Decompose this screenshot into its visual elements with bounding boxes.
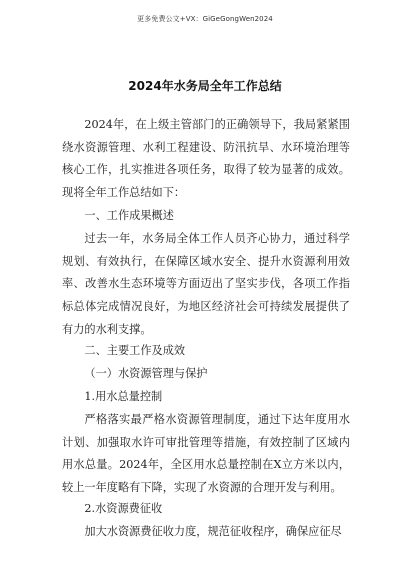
section2-heading-block bbox=[62, 340, 350, 363]
subsection1-heading: （一）水资源管理与保护 bbox=[84, 367, 208, 380]
section1-paragraph bbox=[62, 228, 350, 342]
intro-paragraph bbox=[62, 114, 350, 205]
document-title: 2024年水务局全年工作总结 bbox=[128, 79, 282, 93]
item2-heading: 2.水资源费征收 bbox=[84, 502, 163, 515]
item1-heading-block bbox=[62, 386, 350, 409]
subsection1-heading-block bbox=[62, 363, 350, 386]
section1-text: 过去一年，水务局全体工作人员齐心协力，通过科学规划、有效执行，在保障区域水安全、提升水资源利用效率、改善水生态环境等方面迈出了坚实步伐，各项工作指标总体完成情况良好，为地区经济社会可持续发展提供了有力的水利支撑。 bbox=[62, 232, 350, 336]
section1-heading-block bbox=[62, 205, 350, 228]
item2-heading-block bbox=[62, 498, 350, 521]
item1-text: 严格落实最严格水资源管理制度，通过下达年度用水计划、加强取水许可审批管理等措施，有效控制了区域内用水总量。2024年，全区用水总量控制在X立方米以内，较上一年度略有下降，实现了水资源的合理开发与利用。 bbox=[62, 413, 350, 495]
item1-heading: 1.用水总量控制 bbox=[84, 390, 163, 403]
item2-paragraph bbox=[62, 521, 350, 544]
section2-heading: 二、主要工作及成效 bbox=[84, 344, 186, 357]
intro-text: 2024年，在上级主管部门的正确领导下，我局紧紧围绕水资源管理、水利工程建设、防汛抗旱、水环境治理等核心工作，扎实推进各项任务，取得了较为显著的成效。现将全年工作总结如下： bbox=[62, 118, 350, 200]
item1-paragraph bbox=[62, 409, 350, 500]
item2-text: 加大水资源费征收力度，规范征收程序，确保应征尽 bbox=[84, 525, 342, 538]
section1-heading: 一、工作成果概述 bbox=[84, 209, 174, 222]
header-watermark: 更多免费公文+VX：GiGeGongWen2024 bbox=[137, 15, 273, 23]
